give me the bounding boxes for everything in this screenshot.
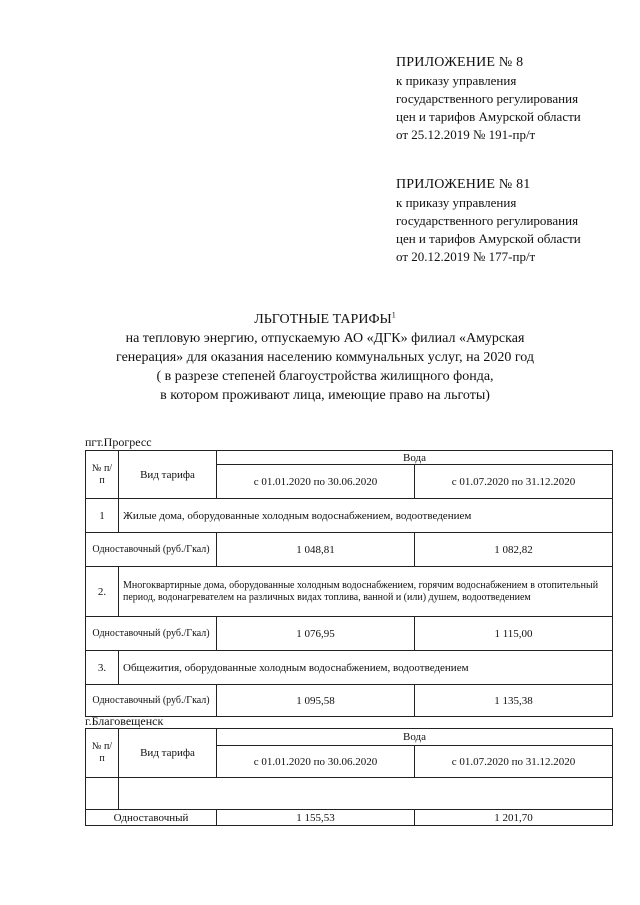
group-num: 3. (86, 651, 119, 685)
tariff-table-progress (85, 450, 613, 717)
tariff-value-period-2: 1 201,70 (415, 810, 613, 826)
tariff-table-blagoveshchensk (85, 728, 613, 826)
header-period-2: с 01.07.2020 по 31.12.2020 (415, 746, 613, 778)
tariff-name: Одноставочный (руб./Гкал) (86, 685, 217, 717)
group-description: Многоквартирные дома, оборудованные холодным водоснабжением, горячим водоснабжением в отопительный период, водонагревателем на различных видах топлива, ванной и (или) душем, водоотведением (119, 567, 613, 617)
header-num: № п/п (86, 729, 119, 778)
tariff-name: Одноставочный (86, 810, 217, 826)
table-header-row (86, 729, 613, 746)
table-row (86, 651, 613, 685)
title-line-3: ( в разрезе степеней благоустройства жилищного фонда, (156, 369, 494, 384)
tariff-value-period-1: 1 076,95 (217, 617, 415, 651)
table-row (86, 533, 613, 567)
appendix-81-line-1: к приказу управления (396, 195, 517, 210)
title-line-4: в котором проживают лица, имеющие право на льготы) (160, 388, 490, 403)
appendix-8-block (396, 54, 581, 144)
appendix-8-line-4: от 25.12.2019 № 191-пр/т (396, 127, 536, 142)
city-label-blagoveshchensk: г.Благовещенск (85, 714, 164, 728)
group-description: Жилые дома, оборудованные холодным водоснабжением, водоотведением (119, 499, 613, 533)
header-period-1: с 01.01.2020 по 30.06.2020 (217, 746, 415, 778)
header-water: Вода (217, 729, 613, 746)
table-row (86, 617, 613, 651)
empty-cell (119, 778, 613, 810)
header-num: № п/п (86, 451, 119, 499)
empty-cell (86, 778, 119, 810)
table-row (86, 567, 613, 617)
tariff-value-period-2: 1 115,00 (415, 617, 613, 651)
appendix-8-line-1: к приказу управления (396, 73, 517, 88)
city-label-progress: пгт.Прогресс (85, 435, 152, 449)
tariff-value-period-2: 1 082,82 (415, 533, 613, 567)
appendix-81-line-2: государственного регулирования (396, 213, 579, 228)
appendix-8-line-2: государственного регулирования (396, 91, 579, 106)
appendix-8-line-3: цен и тарифов Амурской области (396, 109, 581, 124)
table-row (86, 685, 613, 717)
table-row (86, 810, 613, 826)
group-description: Общежития, оборудованные холодным водоснабжением, водоотведением (119, 651, 613, 685)
footnote-mark: 1 (391, 310, 396, 320)
header-water: Вода (217, 451, 613, 465)
tariff-value-period-1: 1 155,53 (217, 810, 415, 826)
document-title-block (100, 310, 550, 405)
header-period-1: с 01.01.2020 по 30.06.2020 (217, 465, 415, 499)
group-num: 1 (86, 499, 119, 533)
table-row (86, 778, 613, 810)
appendix-81-block (396, 176, 581, 266)
tariff-value-period-2: 1 135,38 (415, 685, 613, 717)
appendix-81-line-4: от 20.12.2019 № 177-пр/т (396, 249, 536, 264)
title-line-2: генерация» для оказания населению коммунальных услуг, на 2020 год (116, 350, 534, 365)
tariff-name: Одноставочный (руб./Гкал) (86, 533, 217, 567)
tariff-value-period-1: 1 048,81 (217, 533, 415, 567)
tariff-name: Одноставочный (руб./Гкал) (86, 617, 217, 651)
appendix-81-line-3: цен и тарифов Амурской области (396, 231, 581, 246)
table-row (86, 499, 613, 533)
header-period-2: с 01.07.2020 по 31.12.2020 (415, 465, 613, 499)
table-header-row (86, 451, 613, 465)
document-title (100, 310, 550, 329)
appendix-8-heading: ПРИЛОЖЕНИЕ № 8 (396, 55, 524, 70)
appendix-81-heading: ПРИЛОЖЕНИЕ № 81 (396, 177, 531, 192)
header-kind: Вид тарифа (119, 729, 217, 778)
group-num: 2. (86, 567, 119, 617)
document-title-text: ЛЬГОТНЫЕ ТАРИФЫ (254, 312, 392, 327)
tariff-value-period-1: 1 095,58 (217, 685, 415, 717)
header-kind: Вид тарифа (119, 451, 217, 499)
title-line-1: на тепловую энергию, отпускаемую АО «ДГК» филиал «Амурская (125, 331, 525, 346)
